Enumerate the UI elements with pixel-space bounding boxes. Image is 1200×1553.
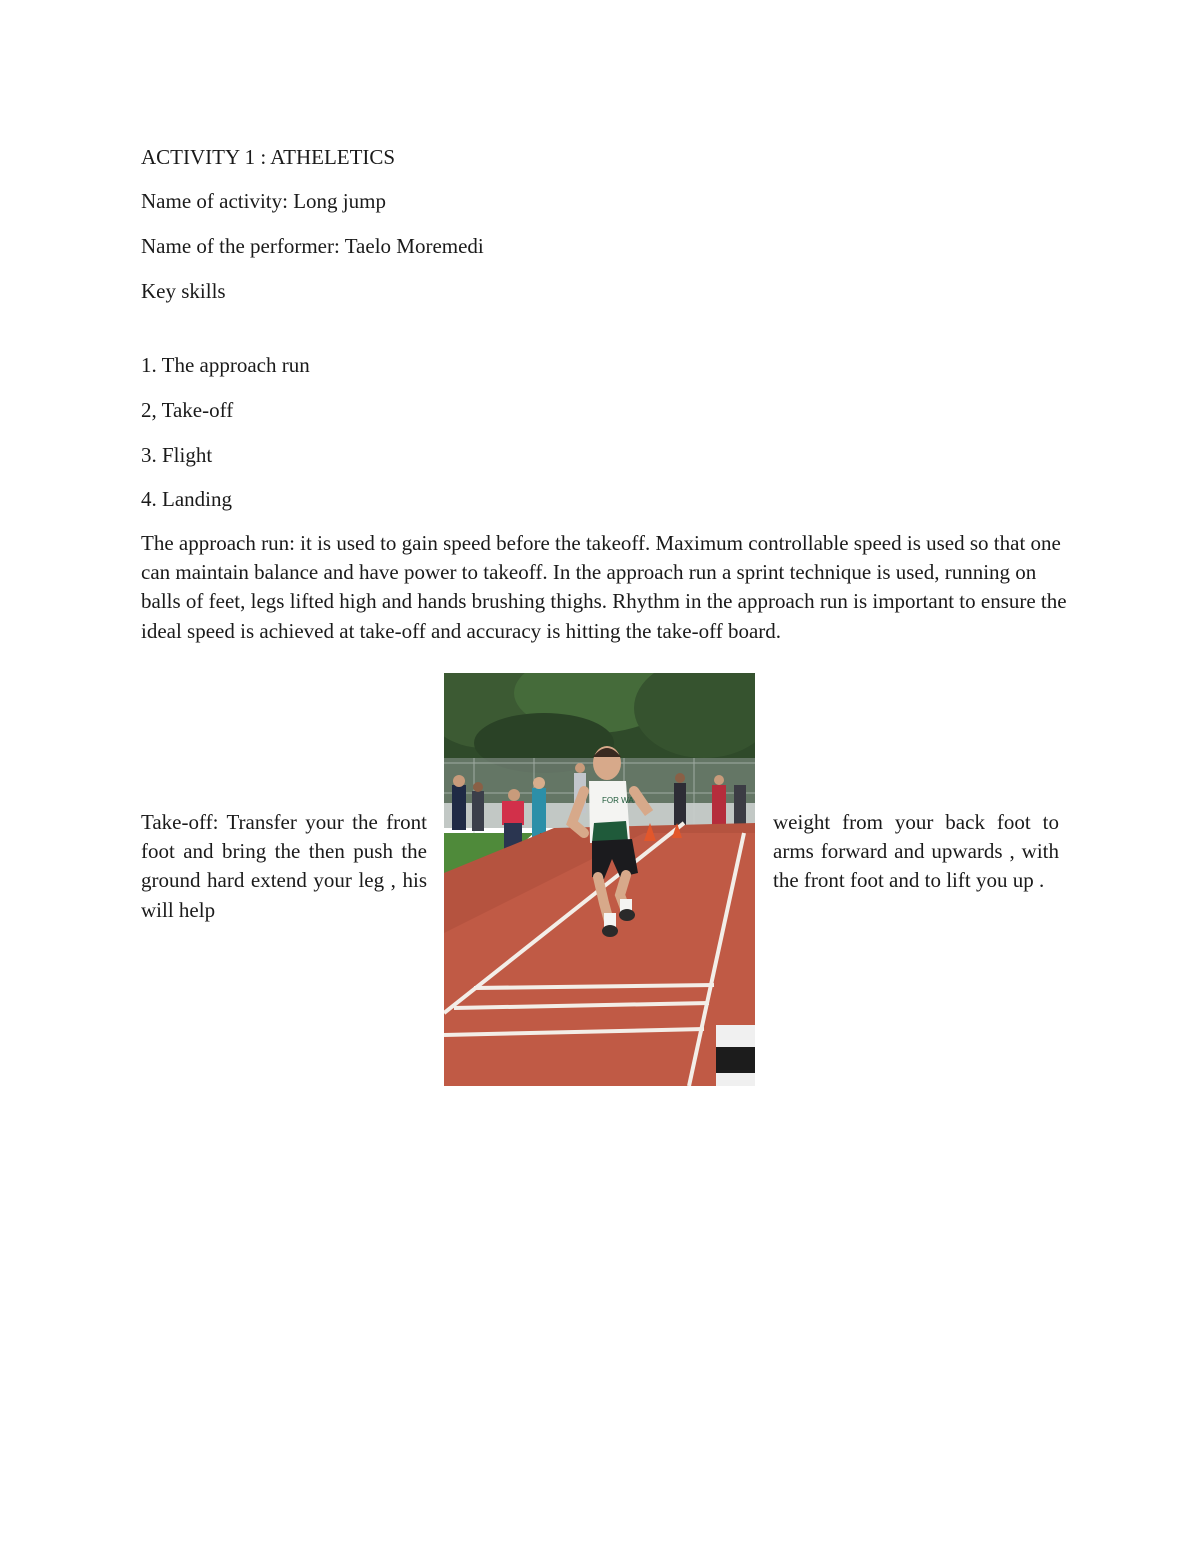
skill-item: 4. Landing xyxy=(141,487,232,511)
takeoff-text-right: weight from your back foot to arms forward and upwards , with the front foot and to lift you up . xyxy=(773,810,1059,893)
key-skills-label: Key skills xyxy=(141,279,226,303)
skill-item: 1. The approach run xyxy=(141,353,310,377)
skill-item: 3. Flight xyxy=(141,443,213,467)
performer-name: Name of the performer: Taelo Moremedi xyxy=(141,234,484,258)
activity-heading: ACTIVITY 1 : ATHELETICS xyxy=(141,145,396,169)
skill-item: 2, Take-off xyxy=(141,398,234,422)
long-jump-photo xyxy=(444,673,755,1086)
takeoff-text-left: Take-off: Transfer your the front foot and bring the then push the ground hard extend your leg , his will help xyxy=(141,810,427,922)
activity-name: Name of activity: Long jump xyxy=(141,189,386,213)
jersey-text: FOR WA xyxy=(602,796,634,805)
approach-run-paragraph: The approach run: it is used to gain speed before the takeoff. Maximum controllable speed is used so that one can maintain balance and have power to takeoff. In the approach run a sprint technique is used, running on balls of feet, legs lifted high and hands brushing thighs. Rhythm in the approach run is important to ensure the ideal speed is achieved at take-off and accuracy is hitting the take-off board. xyxy=(141,531,1067,643)
